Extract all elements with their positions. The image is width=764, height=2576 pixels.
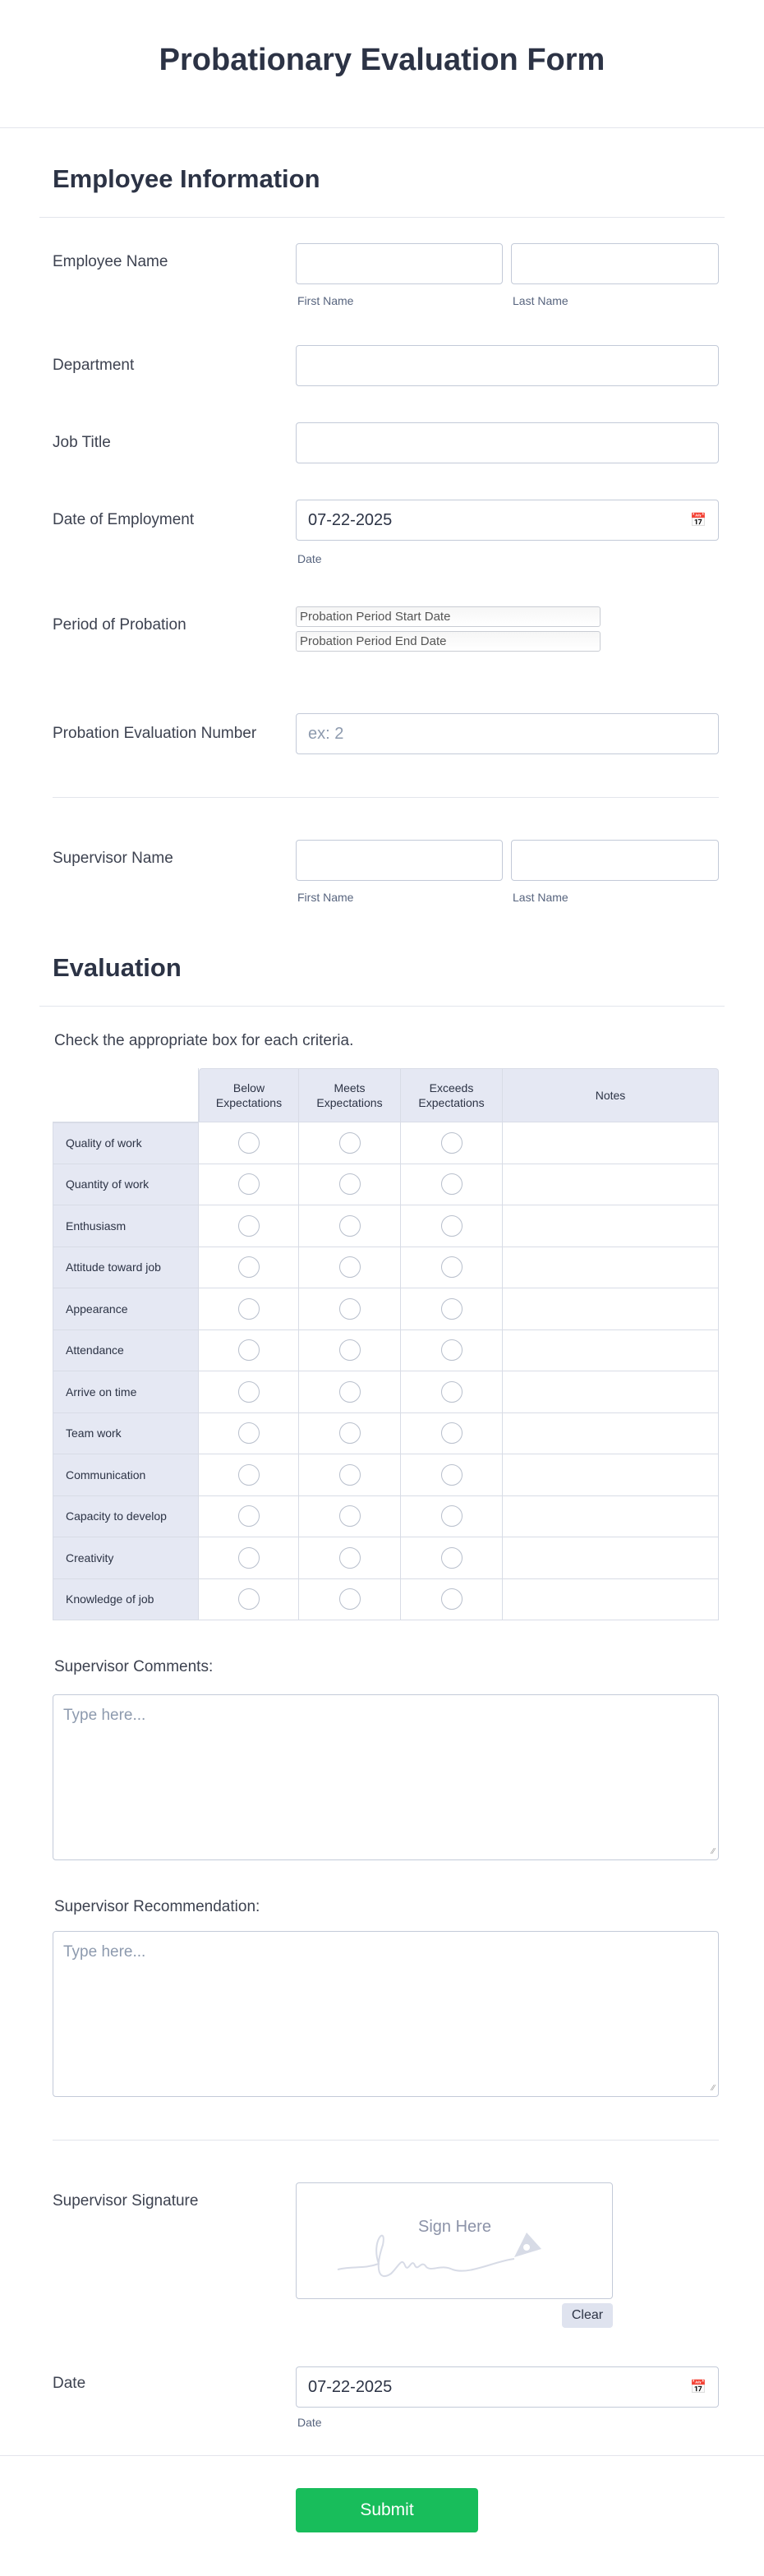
column-header: Meets Expectations <box>299 1068 401 1122</box>
rating-radio[interactable] <box>441 1298 463 1320</box>
matrix-row <box>53 1164 719 1206</box>
rating-cell <box>199 1579 299 1621</box>
date-label: Date <box>53 2375 86 2392</box>
rating-cell <box>401 1579 503 1621</box>
matrix-row <box>53 1537 719 1579</box>
rating-radio[interactable] <box>238 1547 260 1569</box>
supervisor-recommendation-label: Supervisor Recommendation: <box>54 1898 260 1915</box>
rating-radio[interactable] <box>339 1381 361 1403</box>
rating-cell <box>299 1413 401 1455</box>
rating-radio[interactable] <box>441 1422 463 1444</box>
notes-cell[interactable] <box>503 1454 719 1496</box>
rating-cell <box>401 1454 503 1496</box>
signature-pen-icon <box>329 2224 576 2282</box>
criteria-label: Quality of work <box>53 1122 199 1164</box>
rating-cell <box>299 1579 401 1621</box>
divider <box>39 1006 725 1007</box>
matrix-corner <box>53 1068 199 1122</box>
calendar-icon[interactable]: 📅 <box>690 514 706 528</box>
last-name-sublabel: Last Name <box>513 891 568 904</box>
matrix-row <box>53 1496 719 1538</box>
date-sublabel: Date <box>297 552 322 565</box>
rating-cell <box>199 1496 299 1538</box>
rating-radio[interactable] <box>441 1215 463 1237</box>
criteria-label: Arrive on time <box>53 1371 199 1413</box>
criteria-label: Team work <box>53 1413 199 1455</box>
submit-button[interactable]: Submit <box>296 2488 478 2532</box>
evaluation-number-placeholder: ex: 2 <box>308 724 344 743</box>
notes-cell[interactable] <box>503 1247 719 1289</box>
supervisor-first-name-input[interactable] <box>296 840 503 881</box>
rating-radio[interactable] <box>339 1298 361 1320</box>
rating-cell <box>299 1288 401 1330</box>
notes-cell[interactable] <box>503 1496 719 1538</box>
rating-cell <box>299 1122 401 1164</box>
employee-last-name-input[interactable] <box>511 243 719 284</box>
section-heading-employee: Employee Information <box>53 164 320 193</box>
department-label: Department <box>53 357 135 374</box>
rating-cell <box>199 1247 299 1289</box>
rating-cell <box>401 1496 503 1538</box>
rating-cell <box>199 1537 299 1579</box>
rating-radio[interactable] <box>238 1339 260 1361</box>
header-divider <box>0 127 764 128</box>
divider <box>53 797 719 798</box>
calendar-icon[interactable]: 📅 <box>690 2380 706 2394</box>
evaluation-matrix <box>53 1068 719 1620</box>
rating-cell <box>401 1164 503 1206</box>
comments-placeholder: Type here... <box>63 1707 146 1724</box>
rating-cell <box>401 1371 503 1413</box>
notes-cell[interactable] <box>503 1330 719 1372</box>
rating-radio[interactable] <box>238 1381 260 1403</box>
sign-here-prompt: Sign Here <box>418 2218 491 2236</box>
rating-cell <box>299 1454 401 1496</box>
notes-cell[interactable] <box>503 1288 719 1330</box>
rating-radio[interactable] <box>238 1215 260 1237</box>
divider <box>39 217 725 218</box>
recommendation-placeholder: Type here... <box>63 1943 146 1961</box>
criteria-label: Capacity to develop <box>53 1496 199 1538</box>
rating-radio[interactable] <box>441 1256 463 1278</box>
rating-cell <box>401 1247 503 1289</box>
criteria-label: Attendance <box>53 1330 199 1372</box>
rating-cell <box>401 1288 503 1330</box>
department-input[interactable] <box>296 345 719 386</box>
rating-cell <box>299 1496 401 1538</box>
job-title-input[interactable] <box>296 422 719 463</box>
matrix-row <box>53 1413 719 1455</box>
last-name-sublabel: Last Name <box>513 294 568 307</box>
rating-radio[interactable] <box>441 1505 463 1527</box>
supervisor-last-name-input[interactable] <box>511 840 719 881</box>
rating-cell <box>401 1413 503 1455</box>
rating-cell <box>199 1454 299 1496</box>
probation-start-date-input[interactable]: Probation Period Start Date <box>296 606 601 627</box>
matrix-row <box>53 1454 719 1496</box>
rating-radio[interactable] <box>441 1339 463 1361</box>
notes-cell[interactable] <box>503 1413 719 1455</box>
criteria-label: Communication <box>53 1454 199 1496</box>
rating-radio[interactable] <box>339 1215 361 1237</box>
period-of-probation-label: Period of Probation <box>53 616 186 634</box>
employee-name-label: Employee Name <box>53 253 168 270</box>
evaluation-instruction: Check the appropriate box for each criteria. <box>54 1032 354 1049</box>
probation-end-date-input[interactable]: Probation Period End Date <box>296 631 601 652</box>
rating-cell <box>199 1330 299 1372</box>
footer-divider <box>0 2455 764 2456</box>
rating-cell <box>199 1413 299 1455</box>
form-title: Probationary Evaluation Form <box>159 43 605 77</box>
supervisor-comments-textarea[interactable] <box>53 1694 719 1860</box>
rating-cell <box>199 1122 299 1164</box>
rating-cell <box>401 1205 503 1247</box>
rating-radio[interactable] <box>339 1547 361 1569</box>
rating-cell <box>401 1330 503 1372</box>
rating-radio[interactable] <box>339 1339 361 1361</box>
rating-radio[interactable] <box>441 1132 463 1154</box>
criteria-label: Appearance <box>53 1288 199 1330</box>
rating-radio[interactable] <box>339 1422 361 1444</box>
rating-radio[interactable] <box>238 1588 260 1610</box>
evaluation-number-label: Probation Evaluation Number <box>53 725 257 742</box>
criteria-label: Creativity <box>53 1537 199 1579</box>
clear-signature-button[interactable]: Clear <box>562 2303 613 2328</box>
job-title-label: Job Title <box>53 434 111 451</box>
matrix-row <box>53 1579 719 1621</box>
date-value: 07-22-2025 <box>308 510 393 529</box>
rating-radio[interactable] <box>238 1256 260 1278</box>
supervisor-name-label: Supervisor Name <box>53 850 173 867</box>
first-name-sublabel: First Name <box>297 891 354 904</box>
rating-cell <box>199 1288 299 1330</box>
date-of-employment-label: Date of Employment <box>53 511 195 528</box>
rating-cell <box>299 1371 401 1413</box>
rating-radio[interactable] <box>339 1505 361 1527</box>
rating-cell <box>299 1164 401 1206</box>
first-name-sublabel: First Name <box>297 294 354 307</box>
evaluation-number-input[interactable] <box>296 713 719 754</box>
rating-radio[interactable] <box>339 1132 361 1154</box>
section-heading-evaluation: Evaluation <box>53 953 182 982</box>
matrix-row <box>53 1205 719 1247</box>
notes-cell[interactable] <box>503 1122 719 1164</box>
criteria-label: Enthusiasm <box>53 1205 199 1247</box>
date-value: 07-22-2025 <box>308 2377 393 2396</box>
rating-radio[interactable] <box>339 1173 361 1195</box>
notes-cell[interactable] <box>503 1371 719 1413</box>
rating-radio[interactable] <box>238 1132 260 1154</box>
matrix-row <box>53 1288 719 1330</box>
rating-radio[interactable] <box>441 1173 463 1195</box>
rating-radio[interactable] <box>441 1464 463 1486</box>
rating-cell <box>401 1537 503 1579</box>
rating-radio[interactable] <box>238 1464 260 1486</box>
rating-radio[interactable] <box>238 1298 260 1320</box>
matrix-row <box>53 1330 719 1372</box>
rating-radio[interactable] <box>238 1505 260 1527</box>
matrix-row <box>53 1122 719 1164</box>
rating-cell <box>299 1205 401 1247</box>
column-header: Notes <box>503 1068 719 1122</box>
rating-cell <box>401 1122 503 1164</box>
rating-radio[interactable] <box>441 1588 463 1610</box>
rating-radio[interactable] <box>339 1256 361 1278</box>
rating-cell <box>299 1247 401 1289</box>
signature-pad[interactable] <box>296 2182 613 2299</box>
rating-radio[interactable] <box>339 1588 361 1610</box>
supervisor-comments-label: Supervisor Comments: <box>54 1658 214 1675</box>
rating-cell <box>299 1330 401 1372</box>
employee-first-name-input[interactable] <box>296 243 503 284</box>
resize-handle-icon[interactable]: ∕∕ <box>711 1847 715 1856</box>
date-input[interactable] <box>296 2366 719 2408</box>
matrix-row <box>53 1247 719 1289</box>
supervisor-recommendation-textarea[interactable] <box>53 1931 719 2097</box>
criteria-label: Knowledge of job <box>53 1579 199 1621</box>
column-header: Below Expectations <box>199 1068 299 1122</box>
rating-cell <box>199 1205 299 1247</box>
rating-radio[interactable] <box>238 1173 260 1195</box>
notes-cell[interactable] <box>503 1205 719 1247</box>
rating-radio[interactable] <box>238 1422 260 1444</box>
matrix-row <box>53 1371 719 1413</box>
notes-cell[interactable] <box>503 1579 719 1621</box>
notes-cell[interactable] <box>503 1164 719 1206</box>
supervisor-signature-label: Supervisor Signature <box>53 2192 199 2210</box>
rating-radio[interactable] <box>339 1464 361 1486</box>
criteria-label: Quantity of work <box>53 1164 199 1206</box>
column-header: Exceeds Expectations <box>401 1068 503 1122</box>
rating-radio[interactable] <box>441 1547 463 1569</box>
criteria-label: Attitude toward job <box>53 1247 199 1289</box>
rating-cell <box>199 1164 299 1206</box>
rating-cell <box>199 1371 299 1413</box>
divider <box>53 2140 719 2141</box>
rating-radio[interactable] <box>441 1381 463 1403</box>
date-of-employment-input[interactable] <box>296 500 719 541</box>
notes-cell[interactable] <box>503 1537 719 1579</box>
date-sublabel: Date <box>297 2416 322 2429</box>
resize-handle-icon[interactable]: ∕∕ <box>711 2084 715 2093</box>
rating-cell <box>299 1537 401 1579</box>
